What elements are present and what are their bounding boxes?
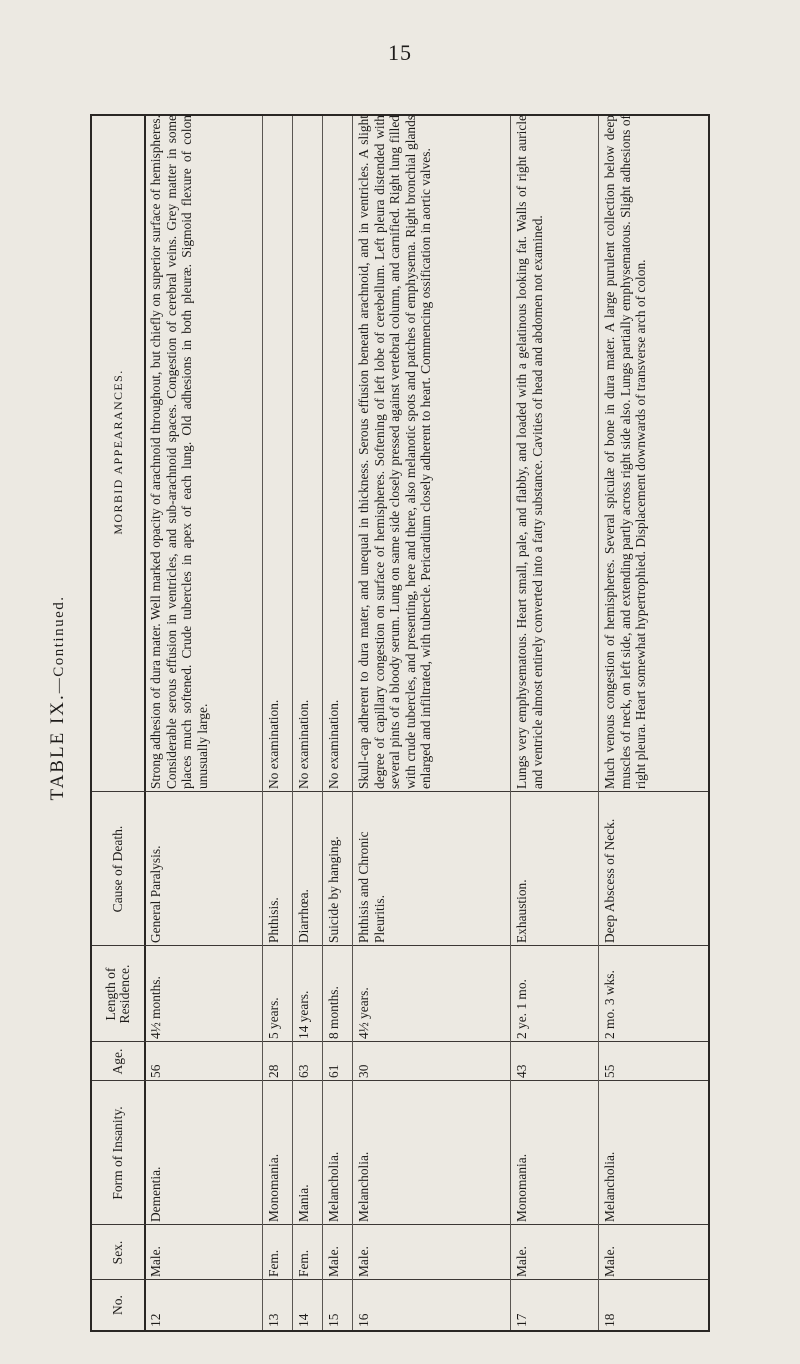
cell-age: 56 [148,1064,163,1078]
table-row [324,116,352,1330]
cell-no: 14 [296,1313,311,1327]
cell-form-of-insanity: Melancholia. [356,1151,371,1222]
cell-sex: Male. [326,1246,341,1277]
cell-cause-of-death: Phthisis and Chronic Pleuritis. [356,831,387,943]
header-age: Age. [110,1048,125,1075]
cell-sex: Male. [514,1246,529,1277]
cell-cause-of-death: Diarrhœa. [296,889,311,943]
cell-sex: Male. [356,1246,371,1277]
cell-age: 55 [602,1064,617,1078]
page-number: 15 [388,40,412,65]
cell-morbid-appearances: Strong adhesion of dura mater. Well marked opacity of arachnoid throughout, but chiefly on superior surface of hemispheres. Considerable serous effusion in ventricles, and sub-arachnoid spaces. Congestion of cerebral veins. Grey matter in some places much softened. Crude tubercles in apex of each lung. Old adhesions in both pleuræ. Sigmoid flexure of colon unusually large. [148,115,210,789]
cell-length-of-residence: 2 ye. 1 mo. [514,979,529,1039]
morbid-appearances-table [90,114,710,1332]
table-title-continued: —Continued. [51,595,67,694]
cell-age: 43 [514,1064,529,1078]
cell-no: 16 [356,1313,371,1327]
cell-morbid-appearances: Skull-cap adherent to dura mater, and unequal in thickness. Serous effusion beneath arachnoid, and in ventricles. A slight degree of capillary congestion on surface of hemispheres. Softening of left lobe of cerebellum. Left pleura distended with several pints of a bloody serum. Lung on same side closely pressed against vertebral column, and carnified. Right lung filled with crude tubercles, and presenting, here and there, also melanotic spots and patches of emphysema. Right bronchial glands enlarged and infiltrated, with tubercle. Pericardium closely adherent to heart. Commencing ossification in aortic valves. [356,115,434,789]
cell-length-of-residence: 2 mo. 3 wks. [602,970,617,1039]
cell-morbid-appearances: No examination. [326,699,341,789]
header-length-of-residence: Length of Residence. [103,964,132,1024]
cell-form-of-insanity: Dementia. [148,1166,163,1222]
cell-morbid-appearances: No examination. [266,699,281,789]
cell-sex: Fem. [266,1249,281,1277]
cell-cause-of-death: Phthisis. [266,897,281,943]
cell-form-of-insanity: Melancholia. [326,1151,341,1222]
cell-length-of-residence: 4½ months. [148,976,163,1039]
cell-no: 12 [148,1313,163,1327]
header-sex: Sex. [110,1240,125,1265]
cell-form-of-insanity: Mania. [296,1184,311,1222]
cell-age: 30 [356,1064,371,1078]
table-header-row [92,116,146,1330]
cell-length-of-residence: 8 months. [326,986,341,1039]
cell-form-of-insanity: Monomania. [514,1153,529,1222]
cell-cause-of-death: Deep Abscess of Neck. [602,818,617,943]
cell-age: 61 [326,1064,341,1078]
cell-length-of-residence: 14 years. [296,990,311,1039]
header-no: No. [110,1295,125,1315]
cell-length-of-residence: 5 years. [266,997,281,1039]
row-rule [262,116,263,1330]
table-row [512,116,598,1330]
cell-sex: Male. [602,1246,617,1277]
cell-no: 18 [602,1313,617,1327]
cell-length-of-residence: 4½ years. [356,987,371,1039]
table-row [600,116,708,1330]
header-form-of-insanity: Form of Insanity. [110,1106,125,1200]
cell-no: 13 [266,1313,281,1327]
row-rule [352,116,353,1330]
header-cause-of-death: Cause of Death. [110,825,125,913]
row-rule [598,116,599,1330]
cell-age: 28 [266,1064,281,1078]
table-title [47,596,69,801]
row-rule [322,116,323,1330]
table-title-main: TABLE IX. [47,693,68,801]
table-row [146,116,262,1330]
cell-age: 63 [296,1064,311,1078]
cell-cause-of-death: General Paralysis. [148,845,163,943]
cell-morbid-appearances: Much venous congestion of hemispheres. Several spiculæ of bone in dura mater. A large purulent collection below deep muscles of neck, on left side, and extending partly across right side also. Lungs partially emphysematous. Slight adhesions of right pleura. Heart somewhat hypertrophied. Displacement downwards of transverse arch of colon. [602,115,649,789]
cell-sex: Fem. [296,1249,311,1277]
cell-morbid-appearances: No examination. [296,699,311,789]
cell-no: 17 [514,1313,529,1327]
header-morbid-appearances: MORBID APPEARANCES. [111,369,125,535]
table-row [354,116,510,1330]
table-row [294,116,322,1330]
row-rule [292,116,293,1330]
cell-form-of-insanity: Melancholia. [602,1151,617,1222]
cell-form-of-insanity: Monomania. [266,1153,281,1222]
cell-morbid-appearances: Lungs very emphysematous. Heart small, pale, and flabby, and loaded with a gelatinous looking fat. Walls of right auricle and ventricle almost entirely converted into a fatty substance. Cavities of head and abdomen not examined. [514,115,545,789]
cell-cause-of-death: Suicide by hanging. [326,836,341,943]
cell-cause-of-death: Exhaustion. [514,879,529,943]
table-row [264,116,292,1330]
row-rule [510,116,511,1330]
cell-sex: Male. [148,1246,163,1277]
cell-no: 15 [326,1313,341,1327]
